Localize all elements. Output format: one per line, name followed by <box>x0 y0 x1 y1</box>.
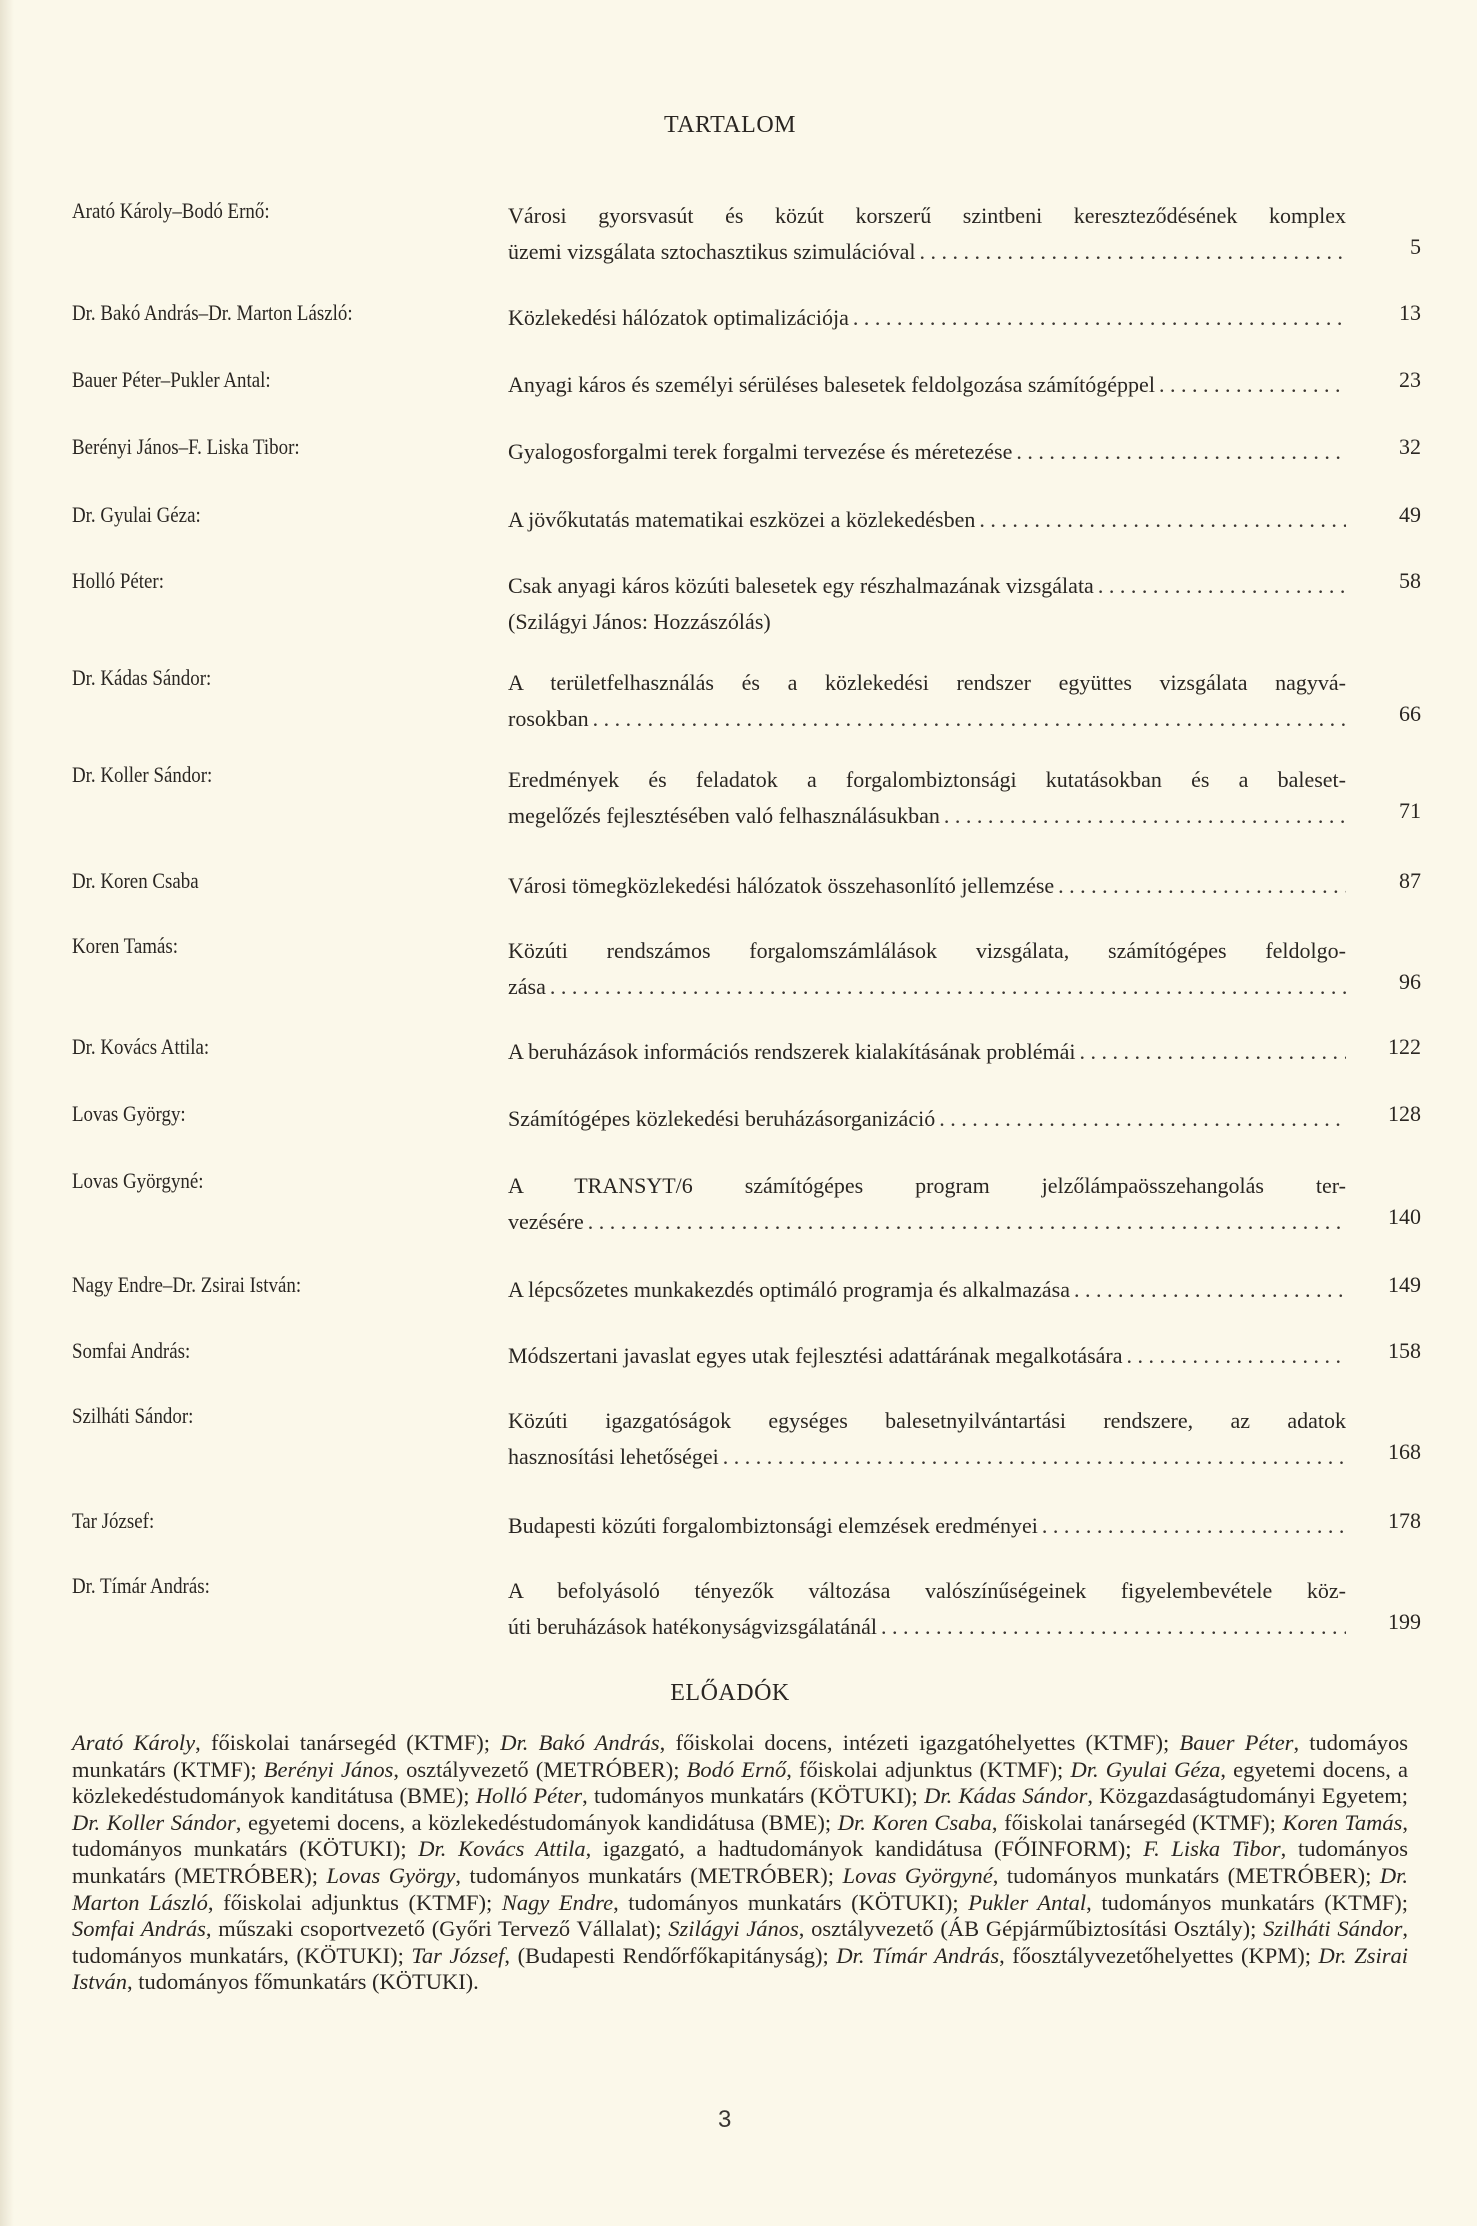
toc-title-line: Anyagi káros és személyi sérüléses balesetek feldolgozása számítógéppel <box>508 372 1155 397</box>
toc-page-number: 66 <box>1399 701 1421 726</box>
toc-title <box>508 1338 1346 1374</box>
presenter-name: Szilágyi János <box>668 1916 799 1942</box>
toc-title-line: vezésére <box>508 1209 584 1234</box>
toc-title <box>508 868 1346 904</box>
toc-page-number: 158 <box>1388 1338 1421 1363</box>
toc-title-line: zása <box>508 974 546 999</box>
toc-page-number: 49 <box>1399 502 1421 527</box>
toc-title-line: Budapesti közúti forgalombiztonsági elemzések eredményei <box>508 1513 1038 1538</box>
presenter-affiliation: , tudományos munkatárs, (KÖTUKI); <box>72 1916 1408 1968</box>
toc-title <box>508 1101 1346 1137</box>
presenter-name: Somfai András <box>72 1916 206 1942</box>
toc-title-line: A befolyásoló tényezők változása valószínűségeinek figyelembevétele köz- <box>508 1578 1346 1603</box>
presenter-name: Bauer Péter <box>1179 1730 1294 1755</box>
toc-author: Dr. Koren Csaba <box>72 868 199 893</box>
presenter-affiliation: , egyetemi docens, a közlekedéstudományok kanditátusa (BME); <box>72 1756 1408 1809</box>
presenter-affiliation: , tudományos munkatárs (METRÓBER); <box>72 1836 1408 1888</box>
toc-page-number: 178 <box>1388 1508 1421 1533</box>
toc-author: Dr. Gyulai Géza: <box>72 502 201 527</box>
presenter-affiliation: , tudományos munkatárs (METRÓBER); <box>455 1862 843 1888</box>
toc-page-number: 199 <box>1388 1609 1421 1634</box>
toc-page-number: 87 <box>1399 868 1421 893</box>
presenter-name: Dr. Koller Sándor <box>72 1809 236 1835</box>
presenter-affiliation: , főiskolai tanársegéd (KTMF); <box>991 1809 1283 1835</box>
toc-title <box>508 198 1346 270</box>
toc-title <box>508 1272 1346 1308</box>
toc-title-line: hasznosítási lehetőségei <box>508 1444 719 1469</box>
presenter-name: Lovas Györgyné <box>842 1862 993 1888</box>
dot-leader <box>588 1204 1346 1240</box>
presenter-name: Bodó Ernő <box>686 1756 787 1782</box>
dot-leader <box>1016 434 1346 470</box>
presenter-affiliation: , tudományos főmunkatárs (KÖTUKI). <box>127 1969 479 1995</box>
presenter-name: Tar József <box>411 1942 505 1968</box>
presenter-name: Dr. Kovács Attila <box>418 1836 586 1862</box>
toc-title <box>508 502 1346 538</box>
toc-page-number: 128 <box>1388 1101 1421 1126</box>
toc-title-line: A TRANSYT/6 számítógépes program jelzőlámpaösszehangolás ter- <box>508 1173 1346 1198</box>
toc-page-number: 96 <box>1399 969 1421 994</box>
toc-author: Szilháti Sándor: <box>72 1403 194 1428</box>
toc-title <box>508 762 1346 834</box>
presenter-name: Dr. Bakó András <box>500 1730 660 1755</box>
page-number: 3 <box>718 2106 732 2133</box>
toc-title-line: A területfelhasználás és a közlekedési rendszer együttes vizsgálata nagyvá- <box>508 670 1346 695</box>
presenter-affiliation: , főosztályvezetőhelyettes (KPM); <box>999 1942 1319 1968</box>
toc-title <box>508 1573 1346 1645</box>
presenter-affiliation: , tudományos munkatárs (METRÓBER); <box>992 1862 1380 1888</box>
toc-title <box>508 1403 1346 1475</box>
toc-title-line: Számítógépes közlekedési beruházásorganizáció <box>508 1106 936 1131</box>
toc-title <box>508 933 1346 1005</box>
toc-page-number: 122 <box>1388 1034 1421 1059</box>
toc-title-line: A jövőkutatás matematikai eszközei a közlekedésben <box>508 507 976 532</box>
toc-title-line: Közúti rendszámos forgalomszámlálások vizsgálata, számítógépes feldolgo- <box>508 938 1346 963</box>
dot-leader <box>1074 1272 1346 1308</box>
toc-page-number: 23 <box>1399 367 1421 392</box>
toc-author: Bauer Péter–Pukler Antal: <box>72 367 271 392</box>
toc-title <box>508 434 1346 470</box>
toc-author: Holló Péter: <box>72 568 164 593</box>
page-title: TARTALOM <box>663 112 797 138</box>
toc-page-number: 149 <box>1388 1272 1421 1297</box>
presenter-affiliation: , tudományos munkatárs (KTMF); <box>1086 1889 1408 1915</box>
toc-title <box>508 665 1346 737</box>
toc-title-line: Gyalogosforgalmi terek forgalmi tervezése és méretezése <box>508 439 1013 464</box>
toc-title-line: üzemi vizsgálata sztochasztikus szimulációval <box>508 239 916 264</box>
toc-title <box>508 1168 1346 1240</box>
dot-leader <box>1042 1508 1346 1544</box>
dot-leader <box>593 701 1346 737</box>
dot-leader <box>944 798 1346 834</box>
toc-subtitle: (Szilágyi János: Hozzászólás) <box>508 609 771 634</box>
toc-author: Dr. Tímár András: <box>72 1573 210 1598</box>
presenter-name: Holló Péter <box>475 1783 583 1809</box>
presenter-name: Szilháti Sándor <box>1263 1916 1403 1942</box>
dot-leader <box>979 502 1346 538</box>
toc-title-line: Városi tömegközlekedési hálózatok összehasonlító jellemzése <box>508 873 1055 898</box>
toc-author: Dr. Kovács Attila: <box>72 1034 210 1059</box>
presenter-affiliation: , főiskolai adjunktus (KTMF); <box>786 1756 1071 1782</box>
toc-title-line: Közlekedési hálózatok optimalizációja <box>508 305 849 330</box>
toc-page-number: 13 <box>1399 300 1421 325</box>
dot-leader <box>919 234 1346 270</box>
presenter-affiliation: , műszaki csoportvezető (Győri Tervező Vállalat); <box>205 1916 669 1942</box>
toc-page-number: 58 <box>1399 568 1421 593</box>
presenter-affiliation: , osztályvezető (ÁB Gépjárműbiztosítási Osztály); <box>798 1916 1264 1942</box>
dot-leader <box>1098 568 1346 604</box>
toc-title-line: Közúti igazgatóságok egységes balesetnyilvántartási rendszere, az adatok <box>508 1408 1346 1433</box>
presenter-name: Lovas György <box>326 1862 456 1888</box>
toc-title-line: Városi gyorsvasút és közút korszerű szintbeni kereszteződésének komplex <box>508 203 1346 228</box>
toc-title-line: rosokban <box>508 706 589 731</box>
presenter-affiliation: , főiskolai docens, intézeti igazgatóhelyettes (KTMF); <box>659 1730 1180 1755</box>
toc-author: Dr. Koller Sándor: <box>72 762 213 787</box>
presenter-affiliation: , tudomáyos munkatárs (KTMF); <box>72 1730 1409 1782</box>
toc-page-number: 32 <box>1399 434 1421 459</box>
toc-author: Lovas Györgyné: <box>72 1168 204 1193</box>
toc-title-line: úti beruházások hatékonyságvizsgálatánál <box>508 1614 877 1639</box>
toc-title-line: Csak anyagi káros közúti balesetek egy részhalmazának vizsgálata <box>508 573 1094 598</box>
presenter-name: Pukler Antal <box>968 1889 1087 1915</box>
toc-title-line: A beruházások információs rendszerek kialakításának problémái <box>508 1039 1076 1064</box>
dot-leader <box>1080 1034 1347 1070</box>
dot-leader <box>1127 1338 1346 1374</box>
presenter-name: Dr. Koren Csaba <box>837 1809 992 1835</box>
presenter-affiliation: , tudományos munkatárs (KÖTUKI); <box>613 1889 969 1915</box>
presenter-affiliation: , főiskolai tanársegéd (KTMF); <box>195 1730 501 1755</box>
presenter-affiliation: , osztályvezető (METRÓBER); <box>393 1756 687 1782</box>
presenter-affiliation: , tudományos munkatárs (KÖTUKI); <box>582 1783 925 1809</box>
presenter-name: Dr. Zsirai István <box>72 1942 1408 1995</box>
dot-leader <box>939 1101 1346 1137</box>
toc-author: Tar József: <box>72 1508 155 1533</box>
presenters-paragraph <box>72 1730 1408 1996</box>
toc-author: Lovas György: <box>72 1101 186 1126</box>
toc-page-number: 168 <box>1388 1439 1421 1464</box>
toc-title <box>508 568 1346 640</box>
toc-author: Dr. Bakó András–Dr. Marton László: <box>72 300 353 325</box>
presenter-name: Berényi János <box>263 1756 394 1782</box>
toc-author: Arató Károly–Bodó Ernő: <box>72 198 270 223</box>
toc-title <box>508 1034 1346 1070</box>
presenter-name: Nagy Endre <box>501 1889 614 1915</box>
toc-title-line: Módszertani javaslat egyes utak fejlesztési adattárának megalkotására <box>508 1343 1123 1368</box>
presenter-name: Koren Tamás <box>1282 1809 1403 1835</box>
toc-page-number: 5 <box>1410 234 1421 259</box>
presenter-affiliation: , igazgató, a hadtudományok kandidátusa (FŐINFORM); <box>585 1836 1144 1862</box>
dot-leader <box>1058 868 1346 904</box>
toc-author: Somfai András: <box>72 1338 191 1363</box>
toc-author: Berényi János–F. Liska Tibor: <box>72 434 300 459</box>
toc-title <box>508 1508 1346 1544</box>
dot-leader <box>1159 367 1346 403</box>
presenter-name: Dr. Kádas Sándor <box>924 1783 1088 1809</box>
page-edge <box>0 0 14 2226</box>
toc-page-number: 140 <box>1388 1204 1421 1229</box>
presenter-name: Dr. Tímár András <box>836 1942 1000 1968</box>
presenter-affiliation: , (Budapesti Rendőrfőkapitányság); <box>504 1942 837 1968</box>
presenter-name: Dr. Marton László <box>72 1862 1408 1915</box>
toc-author: Dr. Kádas Sándor: <box>72 665 212 690</box>
toc-author: Koren Tamás: <box>72 933 179 958</box>
toc-title-line: Eredmények és feladatok a forgalombiztonsági kutatásokban és a baleset- <box>508 767 1346 792</box>
presenter-affiliation: , Közgazdaságtudományi Egyetem; <box>1087 1783 1408 1809</box>
presenter-name: F. Liska Tibor <box>1143 1836 1281 1862</box>
dot-leader <box>723 1439 1346 1475</box>
toc-author: Nagy Endre–Dr. Zsirai István: <box>72 1272 302 1297</box>
toc-page-number: 71 <box>1399 798 1421 823</box>
dot-leader <box>550 969 1346 1005</box>
toc-title <box>508 300 1346 336</box>
presenter-name: Arató Károly <box>72 1730 196 1755</box>
dot-leader <box>881 1609 1346 1645</box>
dot-leader <box>853 300 1346 336</box>
presenter-affiliation: , egyetemi docens, a közlekedéstudományok kandidátusa (BME); <box>235 1809 838 1835</box>
toc-title-line: megelőzés fejlesztésében való felhasználásukban <box>508 803 940 828</box>
presenter-affiliation: , tudományos munkatárs (KÖTUKI); <box>72 1809 1408 1862</box>
toc-title-line: A lépcsőzetes munkakezdés optimáló programja és alkalmazása <box>508 1277 1071 1302</box>
toc-title <box>508 367 1346 403</box>
presenter-name: Dr. Gyulai Géza <box>1070 1756 1221 1782</box>
presenters-heading: ELŐADÓK <box>670 1680 790 1706</box>
presenter-affiliation: , főiskolai adjunktus (KTMF); <box>207 1889 502 1915</box>
